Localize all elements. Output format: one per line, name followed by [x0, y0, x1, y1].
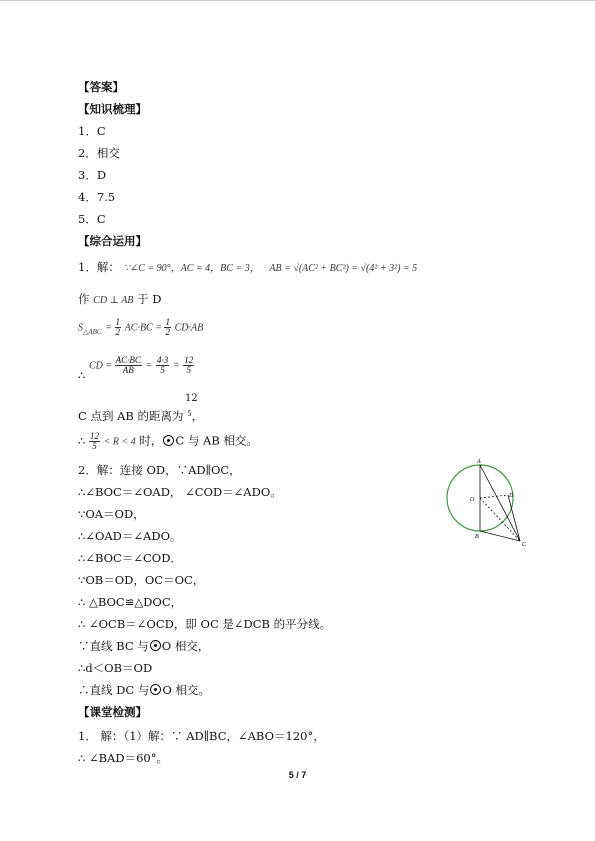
q2-line-2: ∴∠BOC＝∠OAD， ∠COD＝∠ADO。	[78, 485, 282, 499]
q1-dist-num: 12	[185, 393, 198, 404]
q1-half-frac-1	[115, 318, 122, 337]
knowledge-item-2: 2．相交	[78, 146, 120, 160]
q1-range-line	[78, 432, 258, 451]
q2-line-5: ∴∠BOC＝∠COD．	[78, 551, 182, 565]
q1-area-end: CD·AB	[174, 322, 204, 334]
q1-given-math: ∵∠C = 90°，AC = 4，BC = 3，	[123, 263, 260, 274]
q1-therefore: ∴	[78, 367, 86, 382]
q1-dist-text: C 点到 AB 的距离为	[78, 409, 184, 423]
q2-tangent-1-pre: ∵直线 BC 与	[78, 639, 149, 653]
q1-construct-suffix: 于 D	[137, 292, 162, 306]
q1-distance-line	[78, 407, 203, 423]
q1-cd-frac3-num: 12	[184, 355, 194, 365]
q1-range-math: < R < 4	[103, 436, 136, 448]
q1-area-mid: AC·BC =	[124, 322, 165, 334]
q1-construct-math: CD ⊥ AB	[93, 295, 134, 306]
q1-given-line	[78, 260, 417, 276]
q2-tangent-3-pre: ∴直线 DC 与	[78, 683, 150, 697]
heading-knowledge: 【知识梳理】	[78, 102, 147, 116]
q1-half-den-2: 2	[165, 327, 170, 337]
figure-label-o: O	[470, 497, 475, 503]
q1-half-num-2: 1	[165, 317, 170, 327]
q1-cd-frac2	[156, 356, 169, 375]
knowledge-item-4: 4．7.5	[78, 190, 116, 204]
figure-line-ac	[480, 465, 520, 541]
q1-cd-frac2-num: 4·3	[156, 355, 169, 365]
q1-eq-1: =	[145, 360, 153, 372]
q2-tangent-line-2: ∴d＜OB＝OD	[78, 661, 153, 675]
q1-range-frac-den: 5	[92, 441, 97, 451]
geometry-figure	[440, 455, 530, 550]
q1-range-suffix: C 与 AB 相交。	[175, 433, 258, 448]
figure-line-od	[480, 495, 508, 498]
q1-half-den-1: 2	[115, 327, 121, 337]
circle-dot-symbol	[150, 640, 161, 651]
q2-line-7: ∴ △BOC≌△DOC，	[78, 595, 183, 609]
q2-tangent-1-post: O 相交，	[161, 639, 210, 653]
knowledge-item-5: 5．C	[78, 212, 106, 226]
circle-dot-symbol	[150, 684, 161, 695]
q1-cd-frac3	[183, 356, 194, 375]
figure-label-d: D	[509, 493, 514, 499]
q1-range-therefore: ∴	[78, 433, 86, 448]
q1-ab-formula: AB = √(AC² + BC²) = √(4² + 3²) = 5	[269, 263, 418, 274]
q1-cd-frac2-den: 5	[160, 365, 165, 375]
q1-range-frac-num: 12	[89, 431, 99, 441]
q1-dist-den: 5	[187, 410, 192, 418]
figure-label-a: A	[477, 459, 481, 465]
q1-range-text: 时，	[139, 433, 163, 448]
q2-line-8: ∴ ∠OCB＝∠OCD，即 OC 是∠DCB 的平分线。	[78, 617, 332, 631]
page-top-rule	[0, 0, 595, 1]
q1-half-num-1: 1	[115, 317, 121, 327]
q2-tangent-line-1	[78, 639, 209, 653]
heading-answer: 【答案】	[78, 80, 124, 94]
q1-area-eq1: =	[105, 322, 115, 334]
page-number: 5 / 7	[288, 770, 307, 780]
classroom-line-1: 1． 解：（1）解：∵ AD∥BC，∠ABO＝120°，	[78, 729, 325, 743]
q2-line-3: ∵OA＝OD，	[78, 507, 145, 521]
figure-label-c: C	[522, 542, 527, 548]
heading-classroom: 【课堂检测】	[78, 705, 147, 719]
q2-line-6: ∵OB＝OD，OC＝OC，	[78, 573, 205, 587]
knowledge-item-1: 1．C	[78, 124, 106, 138]
classroom-line-2: ∴ ∠BAD＝60°。	[78, 751, 168, 765]
q1-cd-frac3-den: 5	[186, 365, 192, 375]
q2-line-1: 2．解：连接 OD，∵AD∥OC，	[78, 463, 241, 477]
q1-eq-2: =	[172, 360, 180, 372]
q1-cd-frac	[115, 356, 142, 375]
q1-area-sub: △ABC	[83, 327, 102, 336]
figure-label-b: B	[475, 534, 479, 540]
figure-line-bc	[480, 531, 520, 541]
knowledge-item-3: 3．D	[78, 168, 107, 182]
q1-dist-end: ，	[191, 409, 204, 423]
q1-construct-prefix: 作	[78, 292, 90, 306]
q1-cd-frac-den: AB	[122, 365, 134, 375]
q1-half-frac-2	[164, 318, 171, 337]
q1-cd-line	[78, 355, 194, 382]
q1-intro: 1．解：	[78, 260, 120, 274]
circle-dot-symbol	[163, 435, 174, 446]
q2-tangent-3-post: O 相交。	[162, 683, 210, 697]
q1-cd-lhs: CD =	[88, 360, 115, 372]
heading-application: 【综合运用】	[78, 234, 147, 248]
q1-construct-line	[78, 292, 162, 308]
q1-range-frac	[89, 432, 100, 451]
q2-line-4: ∴∠OAD＝∠ADO。	[78, 529, 182, 543]
q1-area-lhs: S	[78, 322, 83, 334]
q1-cd-frac-num: AC·BC	[115, 355, 141, 365]
q2-tangent-line-3	[78, 683, 210, 697]
q1-area-line	[78, 318, 203, 339]
